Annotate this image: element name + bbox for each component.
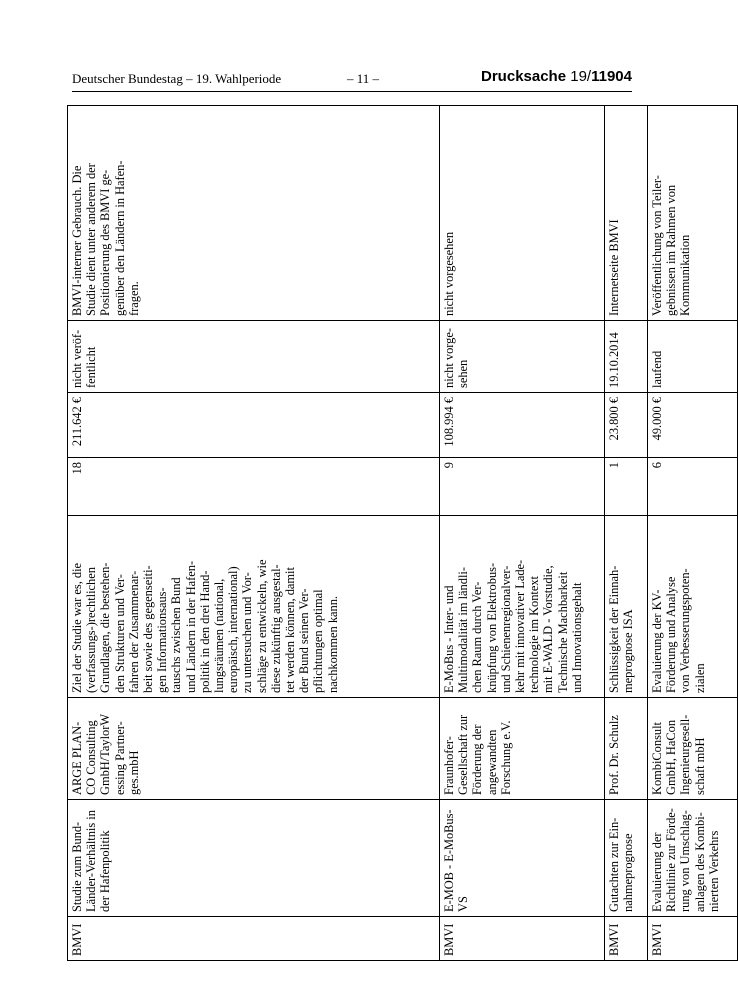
cell-line: diese zukünftig ausgestal-	[268, 564, 283, 693]
header-number-prefix: 19/	[570, 68, 592, 85]
cell-line: E-MOB - E-MoBus-	[442, 809, 456, 912]
cell-line: CO Consulting	[84, 720, 99, 795]
cell-ministry	[648, 917, 738, 961]
header-page-number: – 11 –	[347, 71, 380, 86]
cell-line: BMVI	[70, 923, 84, 956]
cell-line: 18	[70, 462, 84, 475]
cell-line: nierten Verkehrs	[706, 830, 721, 912]
cell-title	[440, 800, 605, 917]
cell-line: der Hafenpolitik	[98, 830, 113, 912]
cell-line: politik in den drei Hand-	[197, 570, 212, 693]
cell-line: sehen	[456, 359, 471, 388]
cell-line: europäisch, international)	[226, 566, 241, 693]
cell-goal	[440, 516, 605, 698]
cell-line: Prof. Dr. Schulz	[607, 715, 621, 795]
cell-line: Förderung der	[470, 724, 485, 795]
cell-line: BMVI	[442, 923, 456, 956]
cell-line: Schlüssigkeit der Einnah-	[607, 565, 621, 693]
cell-line: fentlicht	[84, 346, 99, 388]
cell-line: BMVI	[607, 923, 621, 956]
cell-line: pflichtungen optimal	[311, 589, 326, 693]
cell-line: KombiConsult	[650, 722, 664, 795]
cell-line: Technische Machbarkeit	[555, 571, 570, 693]
cell-line: GmbH, HaCon	[664, 719, 679, 795]
cell-line: 9	[442, 462, 456, 469]
cell-publication	[648, 106, 738, 321]
cell-line: Veröffentlichung von Teiler-	[650, 175, 664, 316]
cell-line: tet werden können, damit	[283, 567, 298, 693]
cell-line: BMVI	[650, 923, 664, 956]
cell-line: 6	[650, 462, 664, 469]
cell-line: E-MoBus - Inter- und	[442, 585, 456, 693]
cell-line: lungsräumen (national,	[212, 578, 227, 693]
header-rule	[72, 91, 632, 92]
header-document-number	[481, 68, 632, 85]
cell-line: von Verbesserungspoten-	[678, 568, 693, 693]
cell-line: den Strukturen und Ver-	[112, 574, 127, 693]
page-header	[72, 68, 632, 89]
cell-line: Fraunhofer-	[442, 736, 456, 795]
cell-line: Gesellschaft zur	[456, 714, 471, 795]
cell-line: chen Raum durch Ver-	[470, 581, 485, 693]
cell-line: nicht vorge-	[442, 328, 456, 388]
cell-line: schaft mbH	[692, 737, 707, 795]
cell-ministry	[68, 917, 440, 961]
cell-line: GmbH/TaylorW	[98, 713, 113, 795]
cell-line: beit sowie des gegenseiti-	[141, 565, 156, 693]
cell-cost	[68, 393, 440, 458]
cell-line: und Innovationsgehalt	[569, 582, 584, 693]
cell-line: Länder-Verhältnis in	[84, 810, 99, 912]
contracts-table	[67, 105, 738, 961]
header-number-main: 11904	[591, 68, 632, 85]
cell-date	[648, 321, 738, 393]
table-row	[605, 106, 648, 961]
cell-line: zialen	[692, 663, 707, 693]
cell-line: Förderung und Analyse	[664, 576, 679, 693]
cell-contractor	[648, 698, 738, 800]
cell-cost	[605, 393, 648, 458]
cell-line: knüpfung von Elektrobus-	[484, 562, 499, 693]
cell-line: fahren der Zusammenar-	[126, 570, 141, 693]
cell-line: tauschs zwischen Bund	[169, 577, 184, 693]
cell-date	[605, 321, 648, 393]
cell-line: schläge zu entwickeln, wie	[254, 559, 269, 693]
cell-date	[440, 321, 605, 393]
table-row	[648, 106, 738, 961]
cell-cost	[440, 393, 605, 458]
cell-line: und Schienenregionalver-	[498, 565, 513, 693]
header-publication: Deutscher Bundestag – 19. Wahlperiode	[72, 71, 282, 86]
cell-line: fragen.	[126, 281, 141, 316]
cell-line: genüber den Ländern in Hafen-	[112, 160, 127, 316]
cell-line: 23.800 €	[607, 397, 621, 441]
cell-contractor	[68, 698, 440, 800]
cell-line: Multimodalität im ländli-	[456, 567, 471, 693]
cell-line: BMVI-interner Gebrauch. Die	[70, 165, 84, 316]
cell-line: 1	[607, 462, 621, 469]
cell-line: zu untersuchen und Vor-	[240, 572, 255, 693]
cell-line: Forschung e.V.	[498, 720, 513, 795]
cell-line: Richtlinie zur Förde-	[664, 808, 679, 912]
cell-line: Studie zum Bund-	[70, 821, 84, 912]
cell-line: Kommunikation	[678, 234, 693, 316]
cell-line: nicht vorgesehen	[442, 231, 456, 316]
cell-months	[68, 458, 440, 516]
cell-line: Studie dient unter anderem der	[84, 163, 99, 316]
cell-line: Ziel der Studie war es, die	[70, 562, 84, 693]
cell-line: 211.642 €	[70, 397, 84, 447]
cell-line: Evaluierung der KV-	[650, 589, 664, 693]
cell-publication	[440, 106, 605, 321]
cell-title	[68, 800, 440, 917]
cell-line: technologie im Kontext	[527, 576, 542, 693]
table-row	[68, 106, 440, 961]
table-row	[440, 106, 605, 961]
table-body	[68, 106, 738, 961]
cell-line: ges.mbH	[126, 750, 141, 795]
cell-line: 108.994 €	[442, 397, 456, 447]
cell-months	[605, 458, 648, 516]
header-drucksache-label: Drucksache	[481, 68, 567, 85]
cell-line: meprognose ISA	[621, 609, 636, 693]
cell-line: gen Informationsaus-	[155, 587, 170, 693]
cell-line: kehr mit innovativer Lade-	[513, 559, 528, 693]
cell-line: Gutachten zur Ein-	[607, 817, 621, 912]
cell-line: Grundlagen, die bestehen-	[98, 562, 113, 693]
cell-contractor	[605, 698, 648, 800]
cell-cost	[648, 393, 738, 458]
cell-publication	[605, 106, 648, 321]
cell-line: (verfassungs-)rechtlichen	[84, 567, 99, 693]
cell-publication	[68, 106, 440, 321]
cell-goal	[648, 516, 738, 698]
cell-line: und Ländern in der Hafen-	[183, 560, 198, 693]
cell-line: der Bund seinen Ver-	[297, 588, 312, 693]
cell-months	[440, 458, 605, 516]
cell-months	[648, 458, 738, 516]
cell-contractor	[440, 698, 605, 800]
cell-ministry	[605, 917, 648, 961]
cell-line: mit E-WALD - Vorstudie,	[541, 565, 556, 693]
cell-line: anlagen des Kombi-	[692, 812, 707, 912]
cell-goal	[68, 516, 440, 698]
cell-line: nicht veröf-	[70, 329, 84, 388]
cell-line: Internetseite BMVI	[607, 219, 621, 316]
cell-goal	[605, 516, 648, 698]
cell-line: angewandten	[484, 729, 499, 795]
cell-line: Positionierung des BMVI ge-	[98, 169, 113, 316]
rotated-table-container	[67, 106, 721, 961]
cell-line: gebnissen im Rahmen von	[664, 184, 679, 316]
cell-line: nachkommen kann.	[325, 595, 340, 693]
cell-line: Ingenieurgesell-	[678, 714, 693, 795]
cell-title	[648, 800, 738, 917]
cell-line: rung von Umschlag-	[678, 810, 693, 912]
cell-date	[68, 321, 440, 393]
cell-line: Evaluierung der	[650, 832, 664, 912]
cell-line: laufend	[650, 350, 664, 388]
cell-ministry	[440, 917, 605, 961]
cell-line: ARGE PLAN-	[70, 721, 84, 795]
cell-line: 19.10.2014	[607, 332, 621, 388]
cell-line: nahmeprognose	[621, 833, 636, 912]
cell-line: 49.000 €	[650, 397, 664, 441]
cell-line: VS	[456, 896, 471, 912]
cell-title	[605, 800, 648, 917]
cell-line: essing Partner-	[112, 721, 127, 795]
